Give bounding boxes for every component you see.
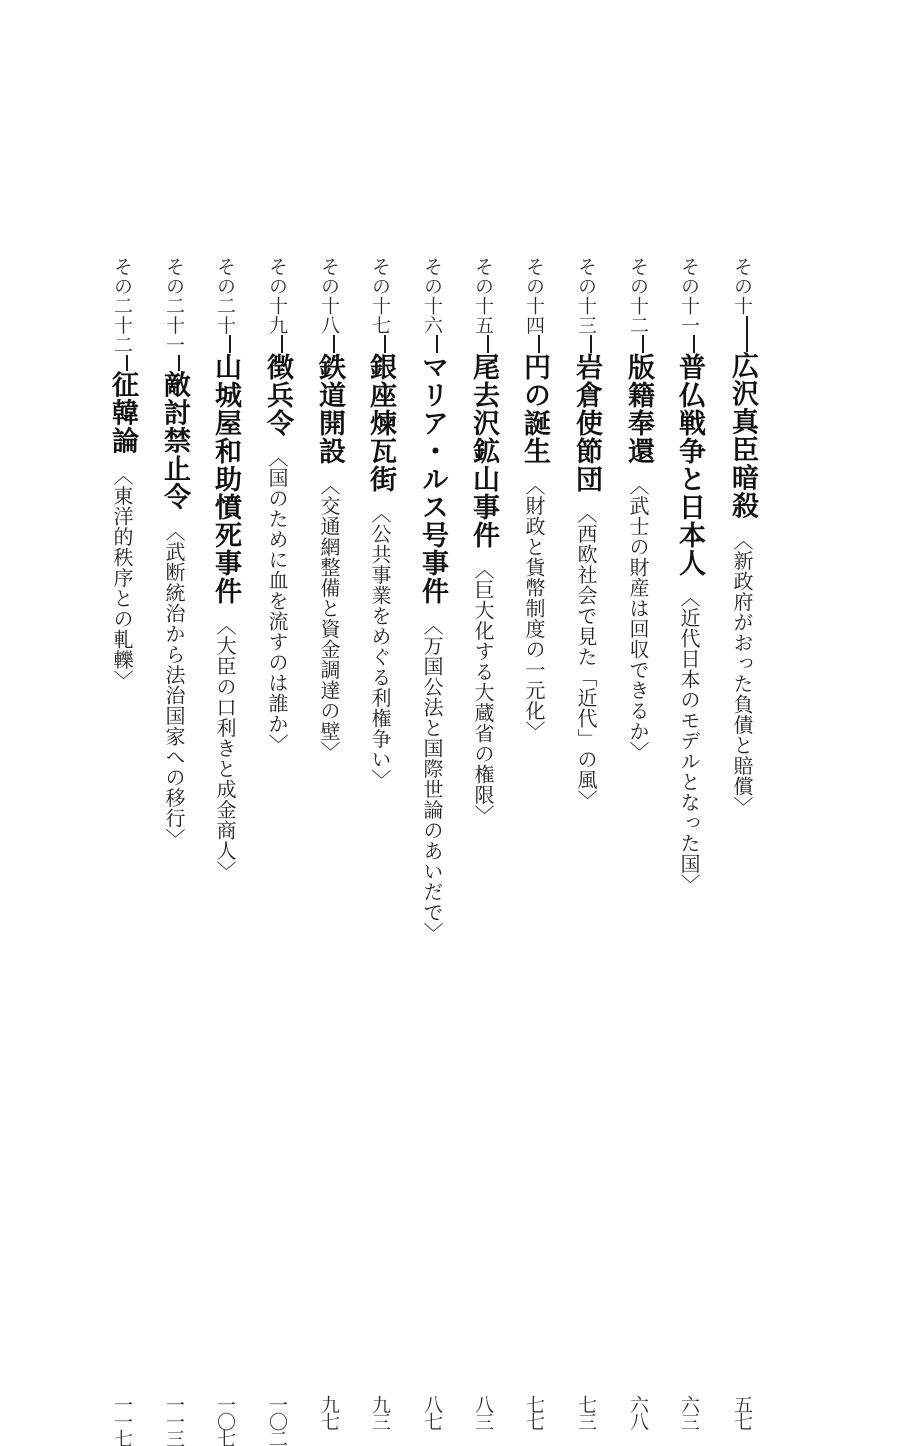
chapter-number: その十二 [627, 257, 649, 335]
chapter-title: 円の誕生 [519, 353, 550, 465]
chapter-number: その十四 [523, 257, 545, 335]
dash-rule [384, 335, 386, 353]
toc-entry[interactable] [207, 257, 243, 1446]
chapter-number: その十六 [421, 257, 443, 335]
chapter-number: その十三 [575, 257, 597, 335]
page-number: 八七 [421, 1395, 443, 1429]
chapter-number: その十七 [369, 257, 391, 335]
chapter-subtitle: 〈大臣の口利きと成金商人〉 [213, 615, 237, 882]
dash-rule [436, 335, 438, 353]
chapter-title: 鉄道開設 [314, 353, 345, 465]
page-number: 九三 [369, 1395, 391, 1429]
toc-entry[interactable] [465, 257, 501, 1429]
chapter-number: その二十一 [163, 257, 185, 355]
dash-rule [746, 316, 748, 352]
dash-rule [487, 335, 489, 353]
dash-rule [693, 335, 695, 353]
chapter-number: その十五 [472, 257, 494, 335]
chapter-title: 山城屋和助憤死事件 [210, 353, 241, 605]
chapter-number: その二十 [214, 257, 236, 335]
dash-rule [281, 335, 283, 353]
toc-entry[interactable] [620, 257, 656, 1429]
page-number: 一〇七 [214, 1395, 236, 1446]
chapter-title: 岩倉使節団 [571, 353, 602, 493]
chapter-subtitle: 〈武士の財産は回収できるか〉 [626, 475, 650, 762]
chapter-title: 銀座煉瓦街 [365, 353, 396, 493]
toc-entry[interactable] [671, 257, 707, 1429]
dash-rule [333, 335, 335, 353]
chapter-title: 普仏戦争と日本人 [674, 353, 705, 577]
page-number: 五七 [731, 1395, 753, 1429]
page-number: 七七 [523, 1395, 545, 1429]
chapter-subtitle: 〈西欧社会で見た「近代」の風〉 [574, 503, 598, 811]
page-number: 九七 [318, 1395, 340, 1429]
page-number: 一一三 [163, 1395, 185, 1446]
chapter-subtitle: 〈巨大化する大蔵省の権限〉 [471, 559, 495, 826]
toc-entry[interactable] [311, 257, 347, 1429]
chapter-subtitle: 〈武断統治から法治国家への移行〉 [162, 520, 186, 849]
chapter-number: その十 [731, 257, 753, 316]
toc-entry[interactable] [259, 257, 295, 1446]
dash-rule [178, 355, 180, 371]
chapter-title: 尾去沢鉱山事件 [468, 353, 499, 549]
toc-entry[interactable] [414, 257, 450, 1429]
chapter-subtitle: 〈新政府がおった負債と賠償〉 [730, 529, 754, 817]
toc-entry[interactable] [156, 257, 192, 1446]
page-number: 一〇二 [266, 1395, 288, 1446]
dash-rule [590, 335, 592, 353]
chapter-subtitle: 〈財政と貨幣制度の一元化〉 [522, 475, 546, 742]
chapter-title: 敵討禁止令 [159, 370, 190, 511]
chapter-number: その二十二 [111, 257, 133, 355]
chapter-title: マリア・ルス号事件 [417, 353, 448, 605]
chapter-title: 征韓論 [107, 370, 138, 455]
chapter-number: その十九 [266, 257, 288, 335]
dash-rule [538, 335, 540, 353]
toc-entry[interactable] [724, 257, 760, 1429]
dash-rule [126, 355, 128, 371]
chapter-title: 版籍奉還 [623, 353, 654, 465]
chapter-subtitle: 〈交通網整備と資金調達の壁〉 [317, 475, 341, 762]
toc-entry[interactable] [362, 257, 398, 1429]
dash-rule [642, 335, 644, 353]
page-number: 一一七 [111, 1395, 133, 1446]
chapter-subtitle: 〈近代日本のモデルとなった国〉 [677, 587, 701, 895]
chapter-title: 徴兵令 [262, 353, 293, 437]
chapter-subtitle: 〈東洋的秩序との軋轢〉 [110, 464, 134, 690]
chapter-subtitle: 〈万国公法と国際世論のあいだで〉 [420, 615, 444, 943]
dash-rule [229, 335, 231, 353]
chapter-number: その十八 [318, 257, 340, 335]
page-number: 六三 [678, 1395, 700, 1429]
toc-entry[interactable] [104, 257, 140, 1446]
chapter-subtitle: 〈公共事業をめぐる利権争い〉 [368, 503, 392, 790]
chapter-subtitle: 〈国のために血を流すのは誰か〉 [265, 447, 289, 755]
page-number: 七三 [575, 1395, 597, 1429]
page-number: 八三 [472, 1395, 494, 1429]
chapter-title: 広沢真臣暗殺 [727, 351, 758, 520]
chapter-number: その十一 [678, 257, 700, 335]
toc-entry[interactable] [516, 257, 552, 1429]
toc-entry[interactable] [568, 257, 604, 1429]
page-number: 六八 [627, 1395, 649, 1429]
